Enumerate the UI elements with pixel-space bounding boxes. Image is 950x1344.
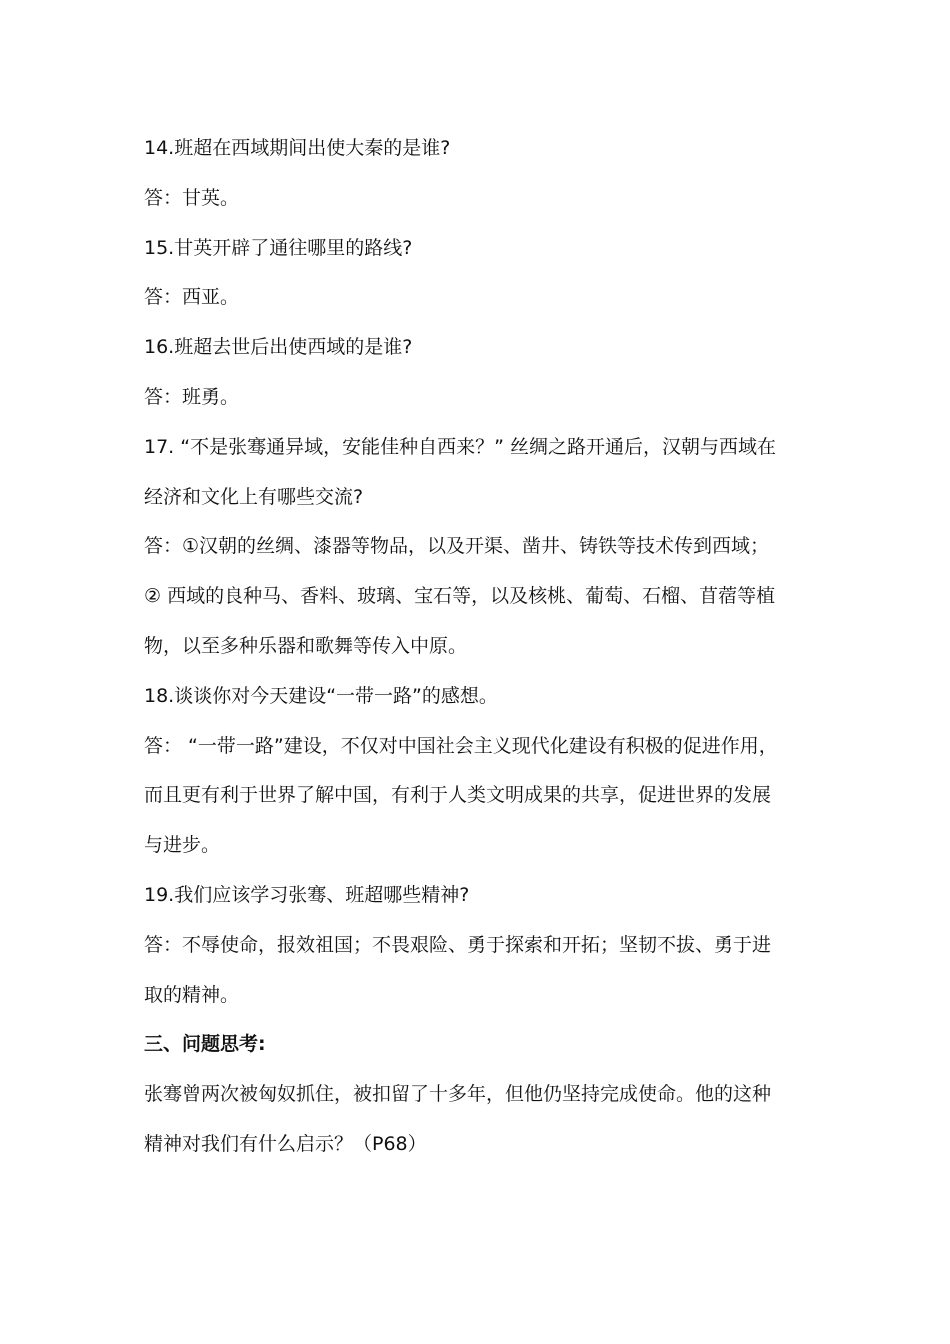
answer-17-line-3: 物，以至多种乐器和歌舞等传入中原。 xyxy=(144,634,468,657)
question-17-line-2: 经济和文化上有哪些交流? xyxy=(144,485,364,508)
answer-15: 答：西亚。 xyxy=(144,286,240,309)
answer-14: 答：甘英。 xyxy=(144,186,240,209)
reflection-line-1: 张骞曾两次被匈奴抓住，被扣留了十多年，但他仍坚持完成使命。他的这种 xyxy=(144,1083,772,1106)
section-heading: 三、问题思考: xyxy=(144,1033,266,1056)
answer-19-line-1: 答：不辱使命，报效祖国；不畏艰险、勇于探索和开拓；坚韧不拔、勇于进 xyxy=(144,933,772,956)
question-14: 14.班超在西域期间出使大秦的是谁? xyxy=(144,137,451,159)
answer-18-line-3: 与进步。 xyxy=(144,834,221,857)
question-17-line-1: 17. “不是张骞通异域，安能佳种自西来？” 丝绸之路开通后，汉朝与西域在 xyxy=(144,435,776,458)
answer-17-line-2: ② 西域的良种马、香料、玻璃、宝石等，以及核桃、葡萄、石榴、苜蓿等植 xyxy=(144,585,776,608)
question-18: 18.谈谈你对今天建设“一带一路”的感想。 xyxy=(144,684,498,707)
answer-17-line-1: 答：①汉朝的丝绸、漆器等物品，以及开渠、凿井、铸铁等技术传到西域； xyxy=(144,535,770,558)
question-19: 19.我们应该学习张骞、班超哪些精神? xyxy=(144,883,470,906)
answer-18-line-1: 答： “一带一路”建设，不仅对中国社会主义现代化建设有积极的促进作用， xyxy=(144,734,778,757)
document-content xyxy=(144,124,824,1170)
answer-18-line-2: 而且更有利于世界了解中国，有利于人类文明成果的共享，促进世界的发展 xyxy=(144,784,772,807)
answer-19-line-2: 取的精神。 xyxy=(144,983,240,1006)
question-16: 16.班超去世后出使西域的是谁? xyxy=(144,336,413,359)
reflection-line-2: 精神对我们有什么启示？（P68） xyxy=(144,1132,427,1155)
answer-16: 答：班勇。 xyxy=(144,385,240,408)
question-15: 15.甘英开辟了通往哪里的路线? xyxy=(144,236,413,259)
